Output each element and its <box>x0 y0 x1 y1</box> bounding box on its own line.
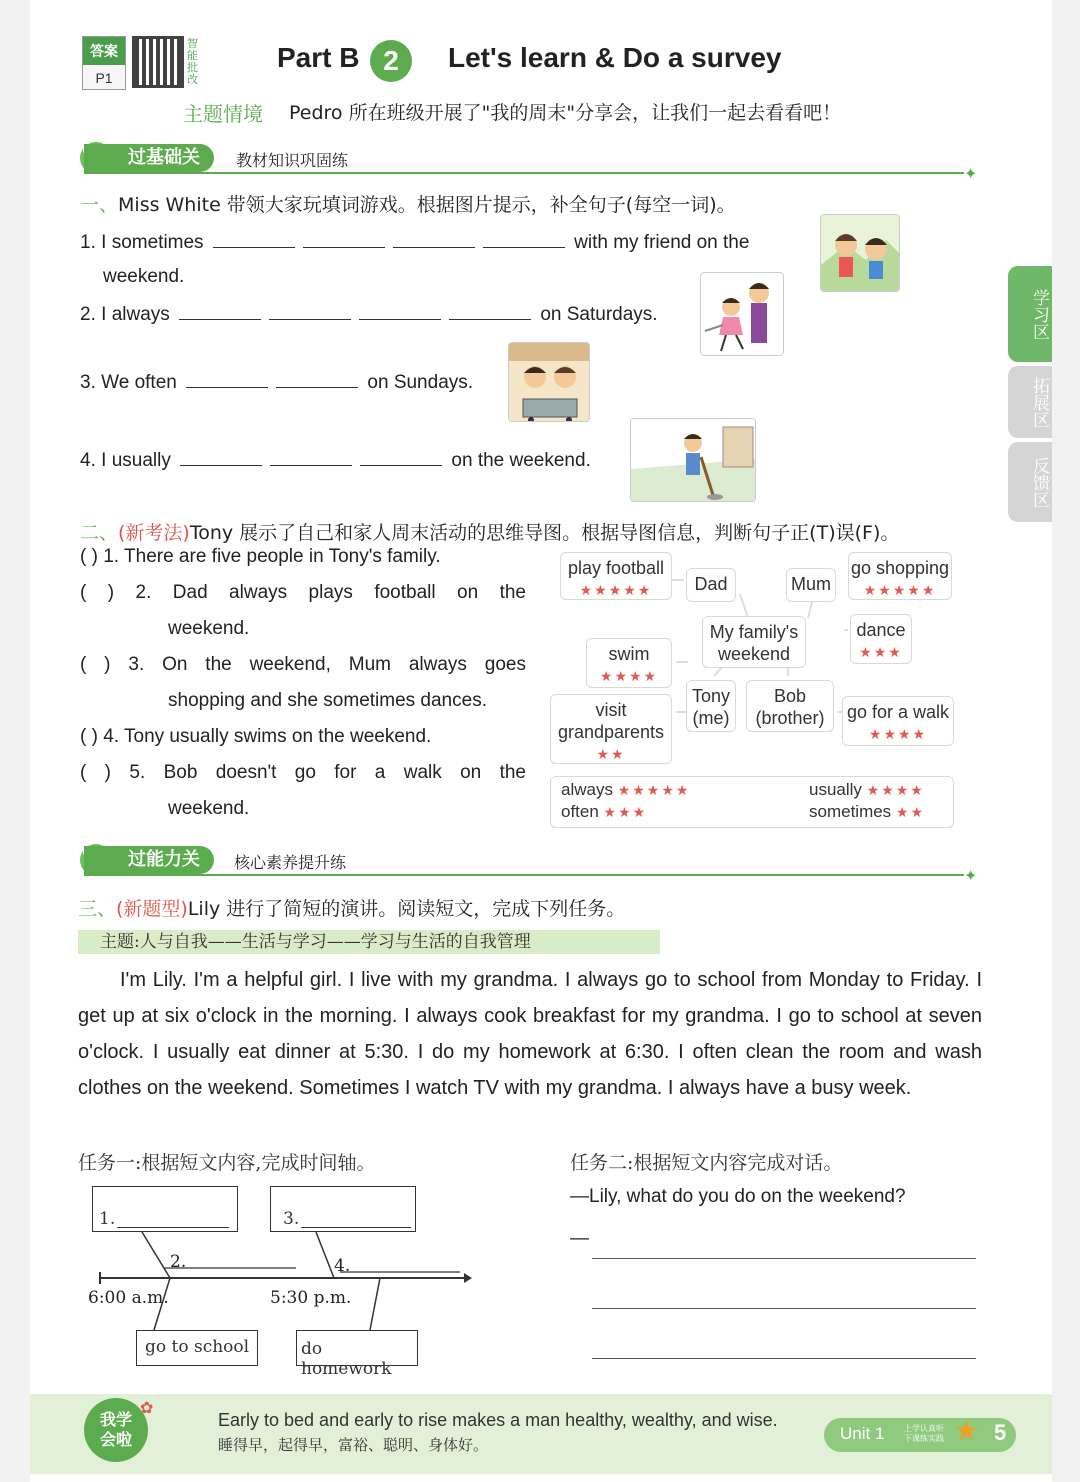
star-icon: ✦ <box>964 868 978 885</box>
q1-item-1-cont: weekend. <box>103 266 185 287</box>
task2-heading: 任务二:根据短文内容完成对话。 <box>570 1152 843 1174</box>
blank-field[interactable] <box>303 230 385 248</box>
timeline-time-2: 5:30 p.m. <box>270 1288 352 1308</box>
unit-label: Unit 1 <box>840 1424 885 1443</box>
blank-field[interactable] <box>269 302 351 320</box>
timeline-label-4: 4. <box>334 1256 351 1276</box>
timeline-do-homework: do homework <box>296 1330 418 1366</box>
mindmap-dance <box>850 614 912 664</box>
mindmap-go-shopping <box>848 552 952 600</box>
statement-number: 5. <box>129 762 146 783</box>
frequency-stars: ★★★★ <box>599 668 659 684</box>
answer-paren[interactable]: ( ) <box>80 726 98 747</box>
task1-heading: 任务一:根据短文内容,完成时间轴。 <box>78 1152 376 1174</box>
tf-statement-3-cont: shopping and she sometimes dances. <box>168 690 487 711</box>
legend-stars: ★★ <box>895 804 926 820</box>
mindmap-swim <box>586 638 672 688</box>
blank-field[interactable] <box>186 370 268 388</box>
legend-word: sometimes <box>809 802 892 821</box>
frequency-stars: ★★ <box>596 746 626 762</box>
item-pre: I always <box>101 304 170 325</box>
side-tab-study[interactable]: 学习区 <box>1008 266 1052 362</box>
activity-label: swim <box>608 644 650 664</box>
activity-label: go for a walk <box>846 702 950 722</box>
section-tag: 过基础关 <box>84 144 214 172</box>
kids-shopping-illustration <box>508 342 590 422</box>
dialog-question: —Lily, what do you do on the weekend? <box>570 1186 906 1207</box>
timeline-go-to-school: go to school <box>136 1330 258 1366</box>
statement-number: 2. <box>135 582 152 603</box>
legend-always <box>561 779 690 801</box>
proverb-chinese: 睡得早，起得早，富裕、聪明、身体好。 <box>218 1436 489 1454</box>
boy-mopping-illustration <box>630 418 756 502</box>
item-pre: We often <box>101 372 177 393</box>
legend-stars: ★★★★★ <box>617 782 691 798</box>
dialog-answer-dash: — <box>570 1228 589 1249</box>
section-divider <box>84 172 964 174</box>
item-pre: I usually <box>101 450 171 471</box>
star-mascot-icon: ★ <box>954 1415 980 1446</box>
mindmap-mum: Mum <box>786 568 836 602</box>
legend-often <box>561 801 647 823</box>
q2-heading <box>80 518 899 545</box>
q1-heading <box>80 190 736 217</box>
kids-hiking-illustration <box>820 214 900 292</box>
qr-code-icon[interactable] <box>132 36 184 88</box>
tf-statement-1 <box>80 546 441 568</box>
blank-field[interactable] <box>449 302 531 320</box>
q2-tag: (新考法) <box>118 522 190 544</box>
activity-label: play football <box>567 558 665 578</box>
blank-field[interactable] <box>360 448 442 466</box>
tf-statement-4 <box>80 726 431 748</box>
dancing-girl-illustration <box>700 272 784 356</box>
statement-text: Bob doesn't go for a walk on the <box>163 762 526 783</box>
item-number: 1. <box>80 232 96 253</box>
answer-blank <box>301 1227 411 1228</box>
qr-side-text: 智能批改 <box>187 38 198 86</box>
mindmap-go-for-walk <box>842 696 954 746</box>
legend-word: often <box>561 802 599 821</box>
tf-statement-3 <box>80 654 526 676</box>
statement-text: Tony usually swims on the weekend. <box>124 726 432 747</box>
unit-sub: 上学认真听 下课练实践 <box>904 1424 944 1443</box>
section-bar-ability <box>84 846 984 885</box>
section-subtitle: 核心素养提升练 <box>234 853 347 872</box>
tf-statement-5-cont: weekend. <box>168 798 250 819</box>
statement-text: On the weekend, Mum always goes <box>162 654 526 675</box>
lesson-title: Let's learn & Do a survey <box>448 42 782 73</box>
mindmap-center: My family's weekend <box>702 616 806 668</box>
item-number: 2. <box>80 304 96 325</box>
mindmap-bob: Bob (brother) <box>746 680 834 732</box>
theme-label: 主题情境 <box>183 102 263 126</box>
legend-stars: ★★★★ <box>866 782 925 798</box>
section-bar-basic <box>84 144 984 183</box>
statement-text: Dad always plays football on the <box>172 582 526 603</box>
activity-label: dance <box>856 620 906 640</box>
q2-number: 二、 <box>80 522 119 544</box>
frequency-stars: ★★★★★ <box>579 582 653 598</box>
item-number: 4. <box>80 450 96 471</box>
blank-field[interactable] <box>180 448 262 466</box>
statement-text: There are five people in Tony's family. <box>124 546 441 567</box>
frequency-stars: ★★★ <box>859 644 903 660</box>
page-number: 5 <box>994 1420 1007 1445</box>
answer-line-2[interactable] <box>592 1308 976 1309</box>
activity-label: visit grandparents <box>557 700 665 742</box>
item-post: on Saturdays. <box>540 304 658 325</box>
timeline-time-1: 6:00 a.m. <box>88 1288 169 1308</box>
blank-field[interactable] <box>393 230 475 248</box>
footer-badge <box>84 1398 148 1462</box>
theme-text: Pedro 所在班级开展了"我的周末"分享会，让我们一起去看看吧！ <box>289 102 842 124</box>
mindmap-dad: Dad <box>686 568 736 602</box>
section-divider <box>84 874 964 876</box>
tf-statement-2 <box>80 582 526 604</box>
reading-passage <box>78 962 982 1106</box>
answer-badge: 答案 <box>83 37 125 65</box>
legend-usually <box>809 779 925 801</box>
proverb-english: Early to bed and early to rise makes a man healthy, wealthy, and wise. <box>218 1410 778 1430</box>
box-number: 1. <box>99 1209 116 1229</box>
passage-text: I'm Lily. I'm a helpful girl. I live with my grandma. I always go to school from Monday to Friday. I get up at six o'clock in the morning. I always cook breakfast for my grandma. I go to school at seven o'clock. I usually eat dinner at 5:30. I do my homework at 6:30. I often clean the room and wash clothes on the weekend. Sometimes I watch TV with my grandma. I always have a busy week. <box>78 969 982 1099</box>
mindmap-tony: Tony (me) <box>686 680 736 732</box>
answer-paren[interactable]: ( ) <box>80 762 112 783</box>
answer-badge-box[interactable] <box>82 36 126 90</box>
blank-field[interactable] <box>483 230 565 248</box>
tf-statement-2-cont: weekend. <box>168 618 250 639</box>
q1-item-2 <box>80 302 658 326</box>
statement-number: 3. <box>128 654 145 675</box>
side-tab-extend[interactable]: 拓展区 <box>1008 366 1052 438</box>
legend-sometimes <box>809 801 925 823</box>
blank-field[interactable] <box>270 448 352 466</box>
legend-word: always <box>561 780 613 799</box>
answer-paren[interactable]: ( ) <box>80 654 111 675</box>
q1-item-1 <box>80 230 749 254</box>
box-number: 3. <box>283 1209 300 1229</box>
answer-line-1[interactable] <box>592 1258 976 1259</box>
q3-heading-text: Lily 进行了简短的演讲。阅读短文，完成下列任务。 <box>187 898 626 920</box>
item-post: on the weekend. <box>451 450 591 471</box>
blank-field[interactable] <box>359 302 441 320</box>
item-post: on Sundays. <box>367 372 474 393</box>
q3-theme-bar: 主题:人与自我——生活与学习——学习与生活的自我管理 <box>78 930 660 954</box>
mindmap-play-football <box>560 552 672 600</box>
star-icon: ✦ <box>964 166 978 183</box>
flower-icon: ✿ <box>140 1400 154 1417</box>
frequency-stars: ★★★★ <box>868 726 928 742</box>
q3-number: 三、 <box>78 898 117 920</box>
answer-paren[interactable]: ( ) <box>80 546 98 567</box>
tf-statement-5 <box>80 762 526 784</box>
frequency-stars: ★★★★★ <box>863 582 937 598</box>
item-post: with my friend on the <box>574 232 750 253</box>
answer-page-ref: P1 <box>95 70 113 86</box>
activity-label: go shopping <box>850 558 950 578</box>
badge-text: 我学会啦 <box>99 1410 132 1449</box>
q1-item-3 <box>80 370 473 394</box>
part-title: Part B <box>277 42 360 73</box>
section-tag: 过能力关 <box>84 846 214 874</box>
q2-heading-text: Tony 展示了自己和家人周末活动的思维导图。根据导图信息，判断句子正(T)误(F)。 <box>189 522 900 544</box>
part-number-badge: 2 <box>370 40 412 82</box>
q3-tag: (新题型) <box>116 898 188 920</box>
timeline-box-1[interactable] <box>92 1186 238 1232</box>
answer-blank <box>117 1227 229 1228</box>
q3-heading <box>78 894 625 921</box>
legend-word: usually <box>809 780 862 799</box>
legend-stars: ★★★ <box>603 804 648 820</box>
q1-heading-text: Miss White 带领大家玩填词游戏。根据图片提示，补全句子(每空一词)。 <box>118 194 736 216</box>
answer-line-3[interactable] <box>592 1358 976 1359</box>
timeline-box-3[interactable] <box>270 1186 416 1232</box>
section-subtitle: 教材知识巩固练 <box>236 151 349 170</box>
blank-field[interactable] <box>179 302 261 320</box>
statement-number: 4. <box>103 726 120 747</box>
blank-field[interactable] <box>276 370 358 388</box>
mindmap-legend <box>550 776 954 828</box>
timeline-label-2: 2. <box>170 1252 187 1272</box>
mindmap-visit-grandparents <box>550 694 672 764</box>
item-pre: I sometimes <box>101 232 204 253</box>
q1-number: 一、 <box>80 194 119 216</box>
item-number: 3. <box>80 372 96 393</box>
blank-field[interactable] <box>213 230 295 248</box>
side-tab-feedback[interactable]: 反馈区 <box>1008 442 1052 522</box>
statement-number: 1. <box>103 546 120 567</box>
answer-paren[interactable]: ( ) <box>80 582 115 603</box>
q1-item-4 <box>80 448 591 472</box>
